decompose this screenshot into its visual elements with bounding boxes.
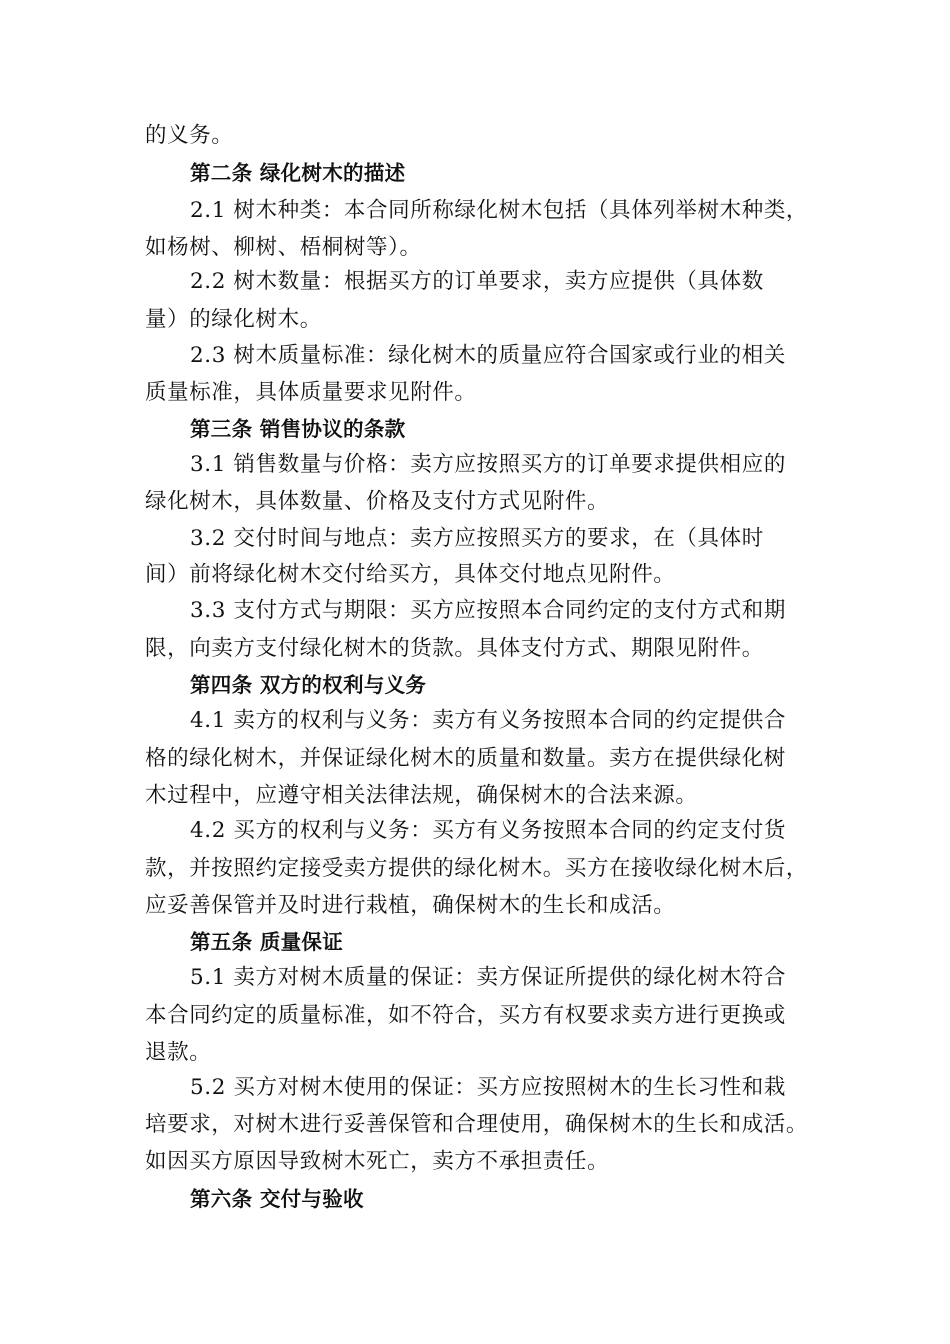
text-line: 4.2 买方的权利与义务：买方有义务按照本合同的约定支付货 <box>190 818 786 843</box>
text-line: 培要求，对树木进行妥善保管和合理使用，确保树木的生长和成活。 <box>145 1112 809 1137</box>
text-line: 5.1 卖方对树木质量的保证：卖方保证所提供的绿化树木符合 <box>190 965 786 990</box>
text-line: 2.2 树木数量：根据买方的订单要求，卖方应提供（具体数 <box>190 269 764 294</box>
text-line: 木过程中，应遵守相关法律法规，确保树木的合法来源。 <box>145 783 698 808</box>
text-line: 格的绿化树木，并保证绿化树木的质量和数量。卖方在提供绿化树 <box>145 746 786 771</box>
section-heading: 第五条 质量保证 <box>190 930 344 954</box>
section-heading: 第三条 销售协议的条款 <box>190 417 406 441</box>
section-heading: 第四条 双方的权利与义务 <box>190 673 427 697</box>
text-line: 如因买方原因导致树木死亡，卖方不承担责任。 <box>145 1149 610 1174</box>
text-line: 2.3 树木质量标准：绿化树木的质量应符合国家或行业的相关 <box>190 343 786 368</box>
text-line: 应妥善保管并及时进行栽植，确保树木的生长和成活。 <box>145 893 676 918</box>
section-heading: 第六条 交付与验收 <box>190 1187 364 1211</box>
text-line: 2.1 树木种类：本合同所称绿化树木包括（具体列举树木种类， <box>190 198 809 223</box>
text-line: 5.2 买方对树木使用的保证：买方应按照树木的生长习性和栽 <box>190 1075 786 1100</box>
text-line: 款，并按照约定接受卖方提供的绿化树木。买方在接收绿化树木后， <box>145 856 809 881</box>
text-line: 质量标准，具体质量要求见附件。 <box>145 380 477 405</box>
text-line: 退款。 <box>145 1040 212 1065</box>
text-line: 3.3 支付方式与期限：买方应按照本合同约定的支付方式和期 <box>190 598 786 623</box>
text-line: 绿化树木，具体数量、价格及支付方式见附件。 <box>145 489 610 514</box>
text-line: 如杨树、柳树、梧桐树等）。 <box>145 235 422 260</box>
text-line: 量）的绿化树木。 <box>145 307 322 332</box>
section-heading: 第二条 绿化树木的描述 <box>190 161 406 185</box>
text-line: 4.1 卖方的权利与义务：卖方有义务按照本合同的约定提供合 <box>190 708 786 733</box>
text-line: 间）前将绿化树木交付给买方，具体交付地点见附件。 <box>145 562 676 587</box>
text-line: 3.2 交付时间与地点：卖方应按照买方的要求，在（具体时 <box>190 526 764 551</box>
text-line: 限，向卖方支付绿化树木的货款。具体支付方式、期限见附件。 <box>145 636 764 661</box>
text-line: 本合同约定的质量标准，如不符合，买方有权要求卖方进行更换或 <box>145 1003 786 1028</box>
text-line: 3.1 销售数量与价格：卖方应按照买方的订单要求提供相应的 <box>190 452 786 477</box>
text-line: 的义务。 <box>145 123 234 148</box>
